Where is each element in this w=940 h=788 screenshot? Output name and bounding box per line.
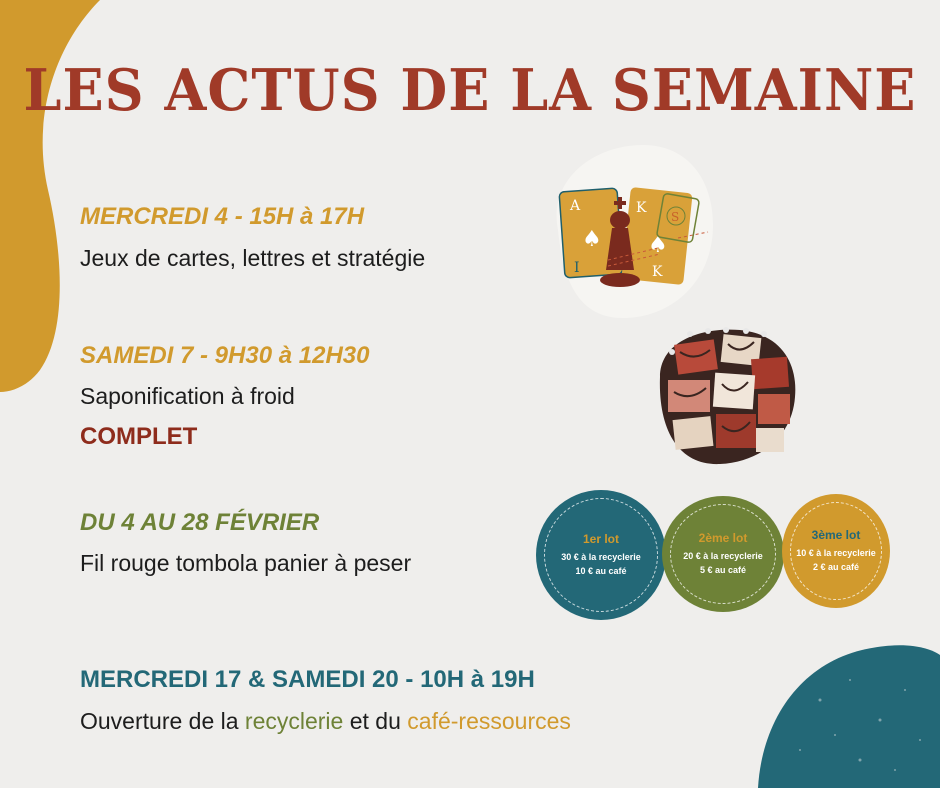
event-4-datetime: MERCREDI 17 & SAMEDI 20 - 10H à 19H <box>80 666 535 693</box>
card-king <box>621 187 692 285</box>
games-illustration <box>548 140 718 320</box>
prize-1-line1: 30 € à la recyclerie <box>561 552 641 562</box>
event-2-description: Saponification à froid <box>80 383 295 409</box>
desc-part-3: et du <box>343 708 408 734</box>
recyclerie-highlight: recyclerie <box>244 708 344 734</box>
event-1-description: Jeux de cartes, lettres et stratégie <box>80 245 426 271</box>
prize-badge-1 <box>536 490 666 620</box>
soap-illustration <box>650 322 800 470</box>
svg-text:♠: ♠ <box>582 227 602 252</box>
event-2-status: COMPLET <box>80 423 198 450</box>
event-3-description: Fil rouge tombola panier à peser <box>80 550 412 576</box>
page-title: LES ACTUS DE LA SEMAINE <box>23 56 917 124</box>
prize-2-lot: 2ème lot <box>698 531 748 545</box>
prize-1-lot: 1er lot <box>582 532 619 546</box>
card-s-letter: S <box>671 210 680 224</box>
card-ace-letter: A <box>570 198 581 214</box>
event-3-datetime: DU 4 AU 28 FÉVRIER <box>80 509 320 536</box>
prize-2-line1: 20 € à la recyclerie <box>683 551 763 561</box>
desc-part-1: Ouverture de la <box>80 708 245 734</box>
card-ace-bottom-letter: I <box>574 260 580 276</box>
event-4-description <box>80 708 571 735</box>
card-king-bottom-letter: K <box>652 264 663 280</box>
cafe-ressources-highlight: café-ressources <box>407 708 571 734</box>
prize-2-line2: 5 € au café <box>699 565 747 575</box>
prize-3-line1: 10 € à la recyclerie <box>796 548 876 558</box>
prize-3-line2: 2 € au café <box>812 562 860 572</box>
teal-blob <box>758 645 940 788</box>
event-1-datetime: MERCREDI 4 - 15H à 17H <box>80 203 365 230</box>
prize-badge-2 <box>662 496 784 612</box>
prize-1-line2: 10 € au café <box>575 566 627 576</box>
prize-badge-3 <box>782 494 890 608</box>
prize-3-lot: 3ème lot <box>811 528 861 542</box>
card-king-letter: K <box>636 200 647 216</box>
event-2-datetime: SAMEDI 7 - 9H30 à 12H30 <box>80 342 370 369</box>
svg-text:♠: ♠ <box>648 233 668 258</box>
